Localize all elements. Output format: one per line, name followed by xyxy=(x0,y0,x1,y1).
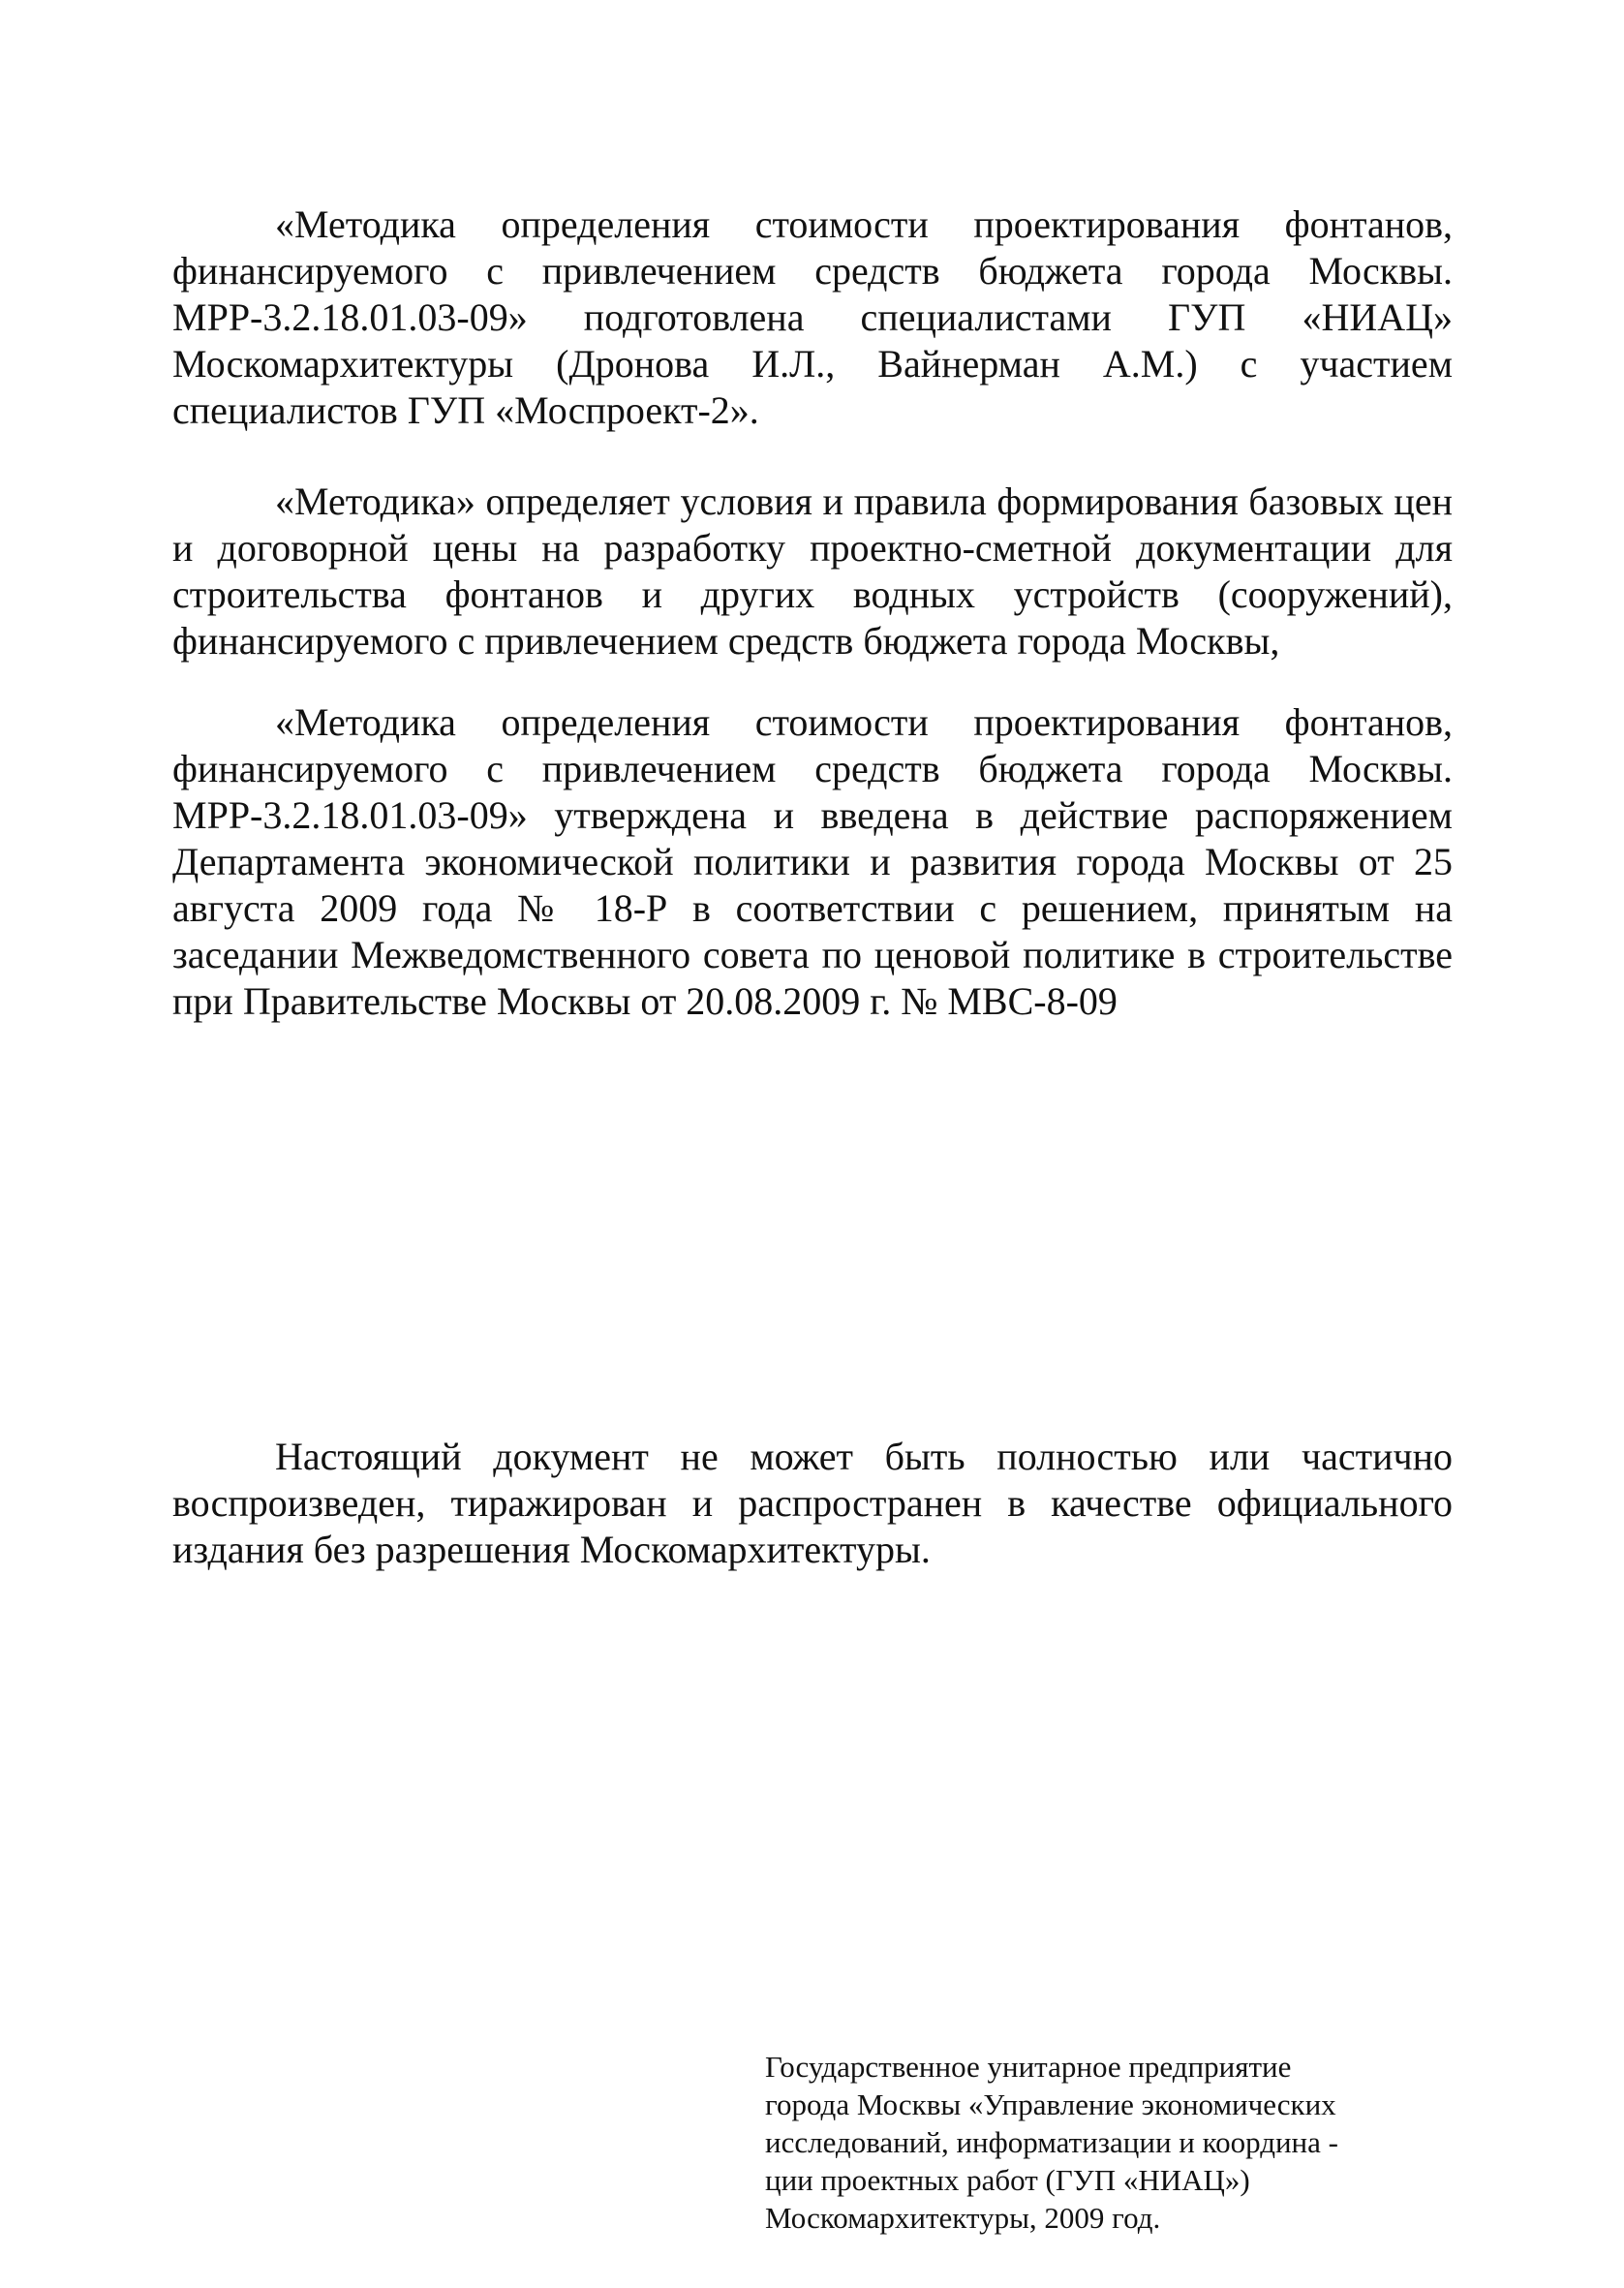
publisher-line: Государственное унитарное предприятие xyxy=(765,2050,1292,2084)
approval-paragraph: «Методика определения стоимости проектирования фонтанов, финансируемого с привлечением средств бюджета города Москвы. МРР-3.2.18.01.03-09» утверждена и введена в действие распоряжением Департамента экономической политики и развития города Москвы от 25 августа 2009 года № 18-Р в соответствии с решением, принятым на заседании Межведомственного совета по ценовой политике в строительстве при Правительстве Москвы от 20.08.2009 г. № МВС-8-09 xyxy=(172,700,1453,1023)
authors-paragraph: «Методика определения стоимости проектирования фонтанов, финансируемого с привлечением средств бюджета города Москвы. МРР-3.2.18.01.03-09» подготовлена специалистами ГУП «НИАЦ» Москомархитектуры (Дронова И.Л., Вайнерман А.М.) с участием специалистов ГУП «Моспроект-2». xyxy=(172,202,1453,432)
publisher-line: ции проектных работ (ГУП «НИАЦ») xyxy=(765,2163,1250,2197)
publisher-line: города Москвы «Управление экономических xyxy=(765,2087,1336,2121)
publisher-line: Москомархитектуры, 2009 год. xyxy=(765,2201,1161,2235)
copyright-notice: Настоящий документ не может быть полностью или частично воспроизведен, тиражирован и распространен в качестве официального издания без разрешения Москомархитектуры. xyxy=(172,1435,1453,1571)
publisher-block xyxy=(765,2048,1462,2237)
publisher-line: исследований, информатизации и координа - xyxy=(765,2125,1338,2159)
scope-paragraph: «Методика» определяет условия и правила формирования базовых цен и договорной цены на разработку проектно-сметной документации для строительства фонтанов и других водных устройств (сооружений), финансируемого с привлечением средств бюджета города Москвы, xyxy=(172,479,1453,663)
